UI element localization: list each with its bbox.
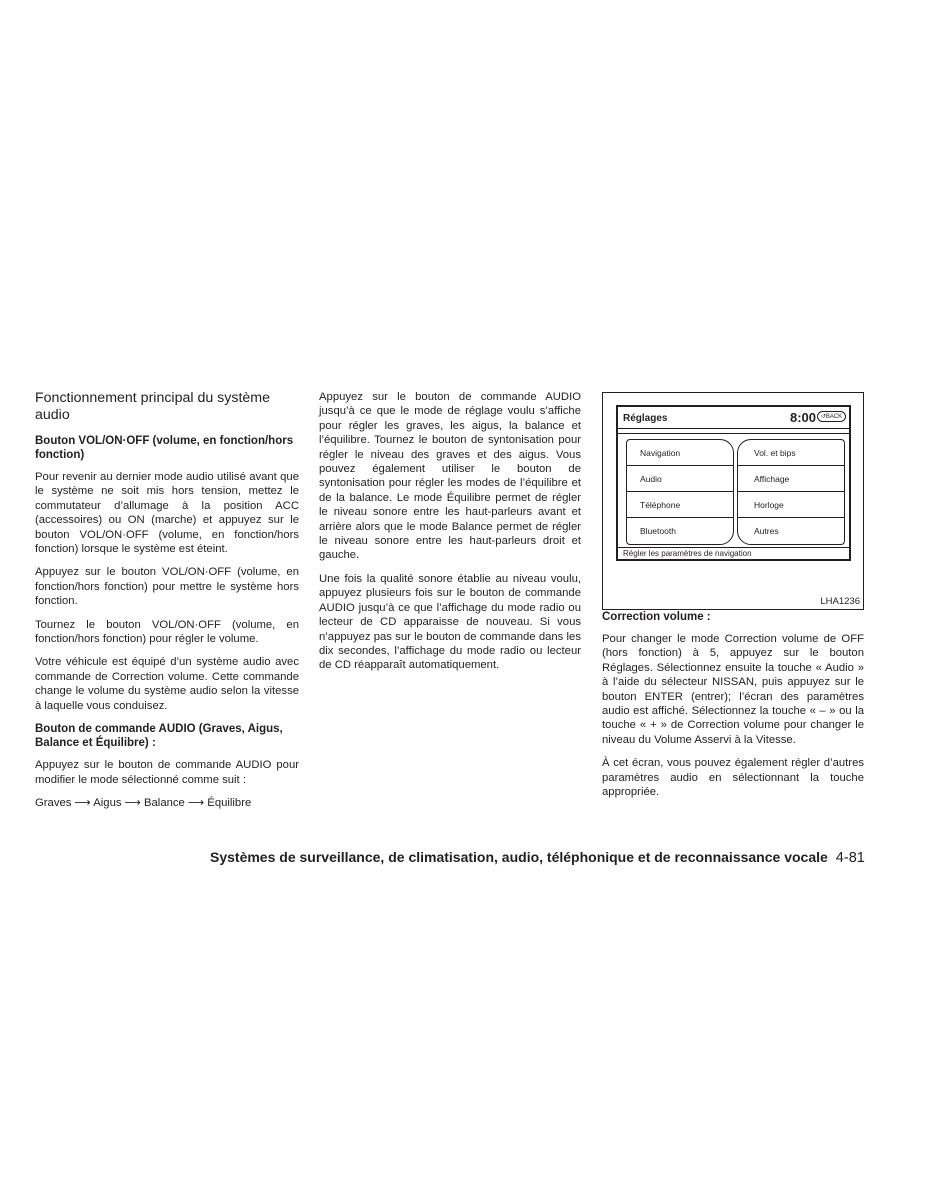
header-divider <box>618 428 849 434</box>
paragraph: Appuyez sur le bouton VOL/ON·OFF (volume, en fonction/hors fonction) pour mettre le système hors fonction. <box>35 566 299 608</box>
section-title: Fonctionnement principal du système audio <box>35 390 271 423</box>
paragraph: Pour changer le mode Correction volume de OFF (hors fonction) à 5, appuyez sur le bouton Réglages. Sélectionnez ensuite la touche « Audio » à l’aide du sélecteur NISSAN, puis appuyez sur le bouton ENTER (entrer); l’écran des paramètres audio est affiché. Sélectionnez la touche « – » ou la touche « + » de Correction volume pour changer le niveau du Volume Asservi à la Vitesse. <box>602 633 864 746</box>
paragraph: À cet écran, vous pouvez également régler d’autres paramètres audio en sélectionnant la touche appropriée. <box>602 757 864 799</box>
subheading-volume-correction: Correction volume : <box>602 611 711 623</box>
clock: 8:00 <box>789 410 816 425</box>
paragraph: Votre véhicule est équipé d’un système audio avec commande de Correction volume. Cette commande change le volume du système audio selon la vitesse à laquelle vous conduisez. <box>35 656 299 712</box>
mode-sequence: Graves ⟶ Aigus ⟶ Balance ⟶ Équilibre <box>35 796 252 809</box>
paragraph: Pour revenir au dernier mode audio utilisé avant que le système ne soit mis hors tension, mettez le commutateur d’allumage à la position ACC (accessoires) ou ON (marche) et appuyez sur le bouton VOL/ON·OFF (volume, en fonction/hors fonction) lorsque le système est éteint. <box>35 471 299 556</box>
paragraph: Une fois la qualité sonore établie au niveau voulu, appuyez plusieurs fois sur le bouton de commande AUDIO jusqu’à ce que l’affichage du mode radio ou lecteur de CD apparaisse de nouveau. Si vous n’appuyez pas sur le bouton de commande dans les dix secondes, l’affichage du mode radio ou lecteur de CD réapparaît automatiquement. <box>319 572 581 672</box>
display-screen <box>616 405 851 561</box>
status-divider <box>618 547 849 548</box>
menu-item-telephone[interactable]: Téléphone <box>627 492 733 518</box>
column-1 <box>35 390 299 819</box>
paragraph: Appuyez sur le bouton de commande AUDIO pour modifier le mode sélectionné comme suit : <box>35 759 299 786</box>
menu-column-left <box>626 439 734 545</box>
menu-item-display[interactable]: Affichage <box>738 466 844 492</box>
subheading-vol-on-off: Bouton VOL/ON·OFF (volume, en fonction/hors fonction) <box>35 435 294 461</box>
column-3 <box>602 610 864 808</box>
back-button[interactable]: ↺BACK <box>817 411 846 422</box>
page-footer <box>210 849 863 866</box>
paragraph: Appuyez sur le bouton de commande AUDIO jusqu’à ce que le mode de réglage voulu s’affiche pour régler les graves, les aigus, la balance et l’équilibre. Tournez le bouton de syntonisation pour régler le niveau des graves et des aigus. Vous pouvez également utiliser le bouton de syntonisation pour régler les modes de l’équilibre et de la balance. Le mode Équilibre permet de régler le niveau sonore entre les haut-parleurs avant et arrière alors que le mode Balance permet de régler le niveau sonore entre les haut-parleurs droit et gauche. <box>319 391 581 562</box>
back-icon: ↺ <box>820 414 826 420</box>
menu-item-volume-beeps[interactable]: Vol. et bips <box>738 440 844 466</box>
column-2 <box>319 390 581 682</box>
settings-screen-figure <box>602 392 864 610</box>
menu-item-others[interactable]: Autres <box>754 526 779 536</box>
menu-column-right <box>737 439 845 545</box>
menu-item-navigation[interactable]: Navigation <box>627 440 733 466</box>
subheading-audio-control: Bouton de commande AUDIO (Graves, Aigus, Balance et Équilibre) : <box>35 723 283 750</box>
menu-item-clock[interactable]: Horloge <box>738 492 844 518</box>
chapter-title: Systèmes de surveillance, de climatisation, audio, téléphonique et de reconnaissance vocale <box>210 849 828 865</box>
screen-title: Réglages <box>623 413 668 424</box>
menu-item-audio[interactable]: Audio <box>627 466 733 492</box>
page-number: 4-81 <box>835 850 865 866</box>
settings-menu <box>626 439 845 545</box>
menu-item-bluetooth[interactable]: Bluetooth <box>640 526 676 536</box>
paragraph: Tournez le bouton VOL/ON·OFF (volume, en fonction/hors fonction) pour régler le volume. <box>35 618 299 646</box>
figure-code: LHA1236 <box>820 596 860 607</box>
status-text: Régler les paramètres de navigation <box>623 549 752 558</box>
